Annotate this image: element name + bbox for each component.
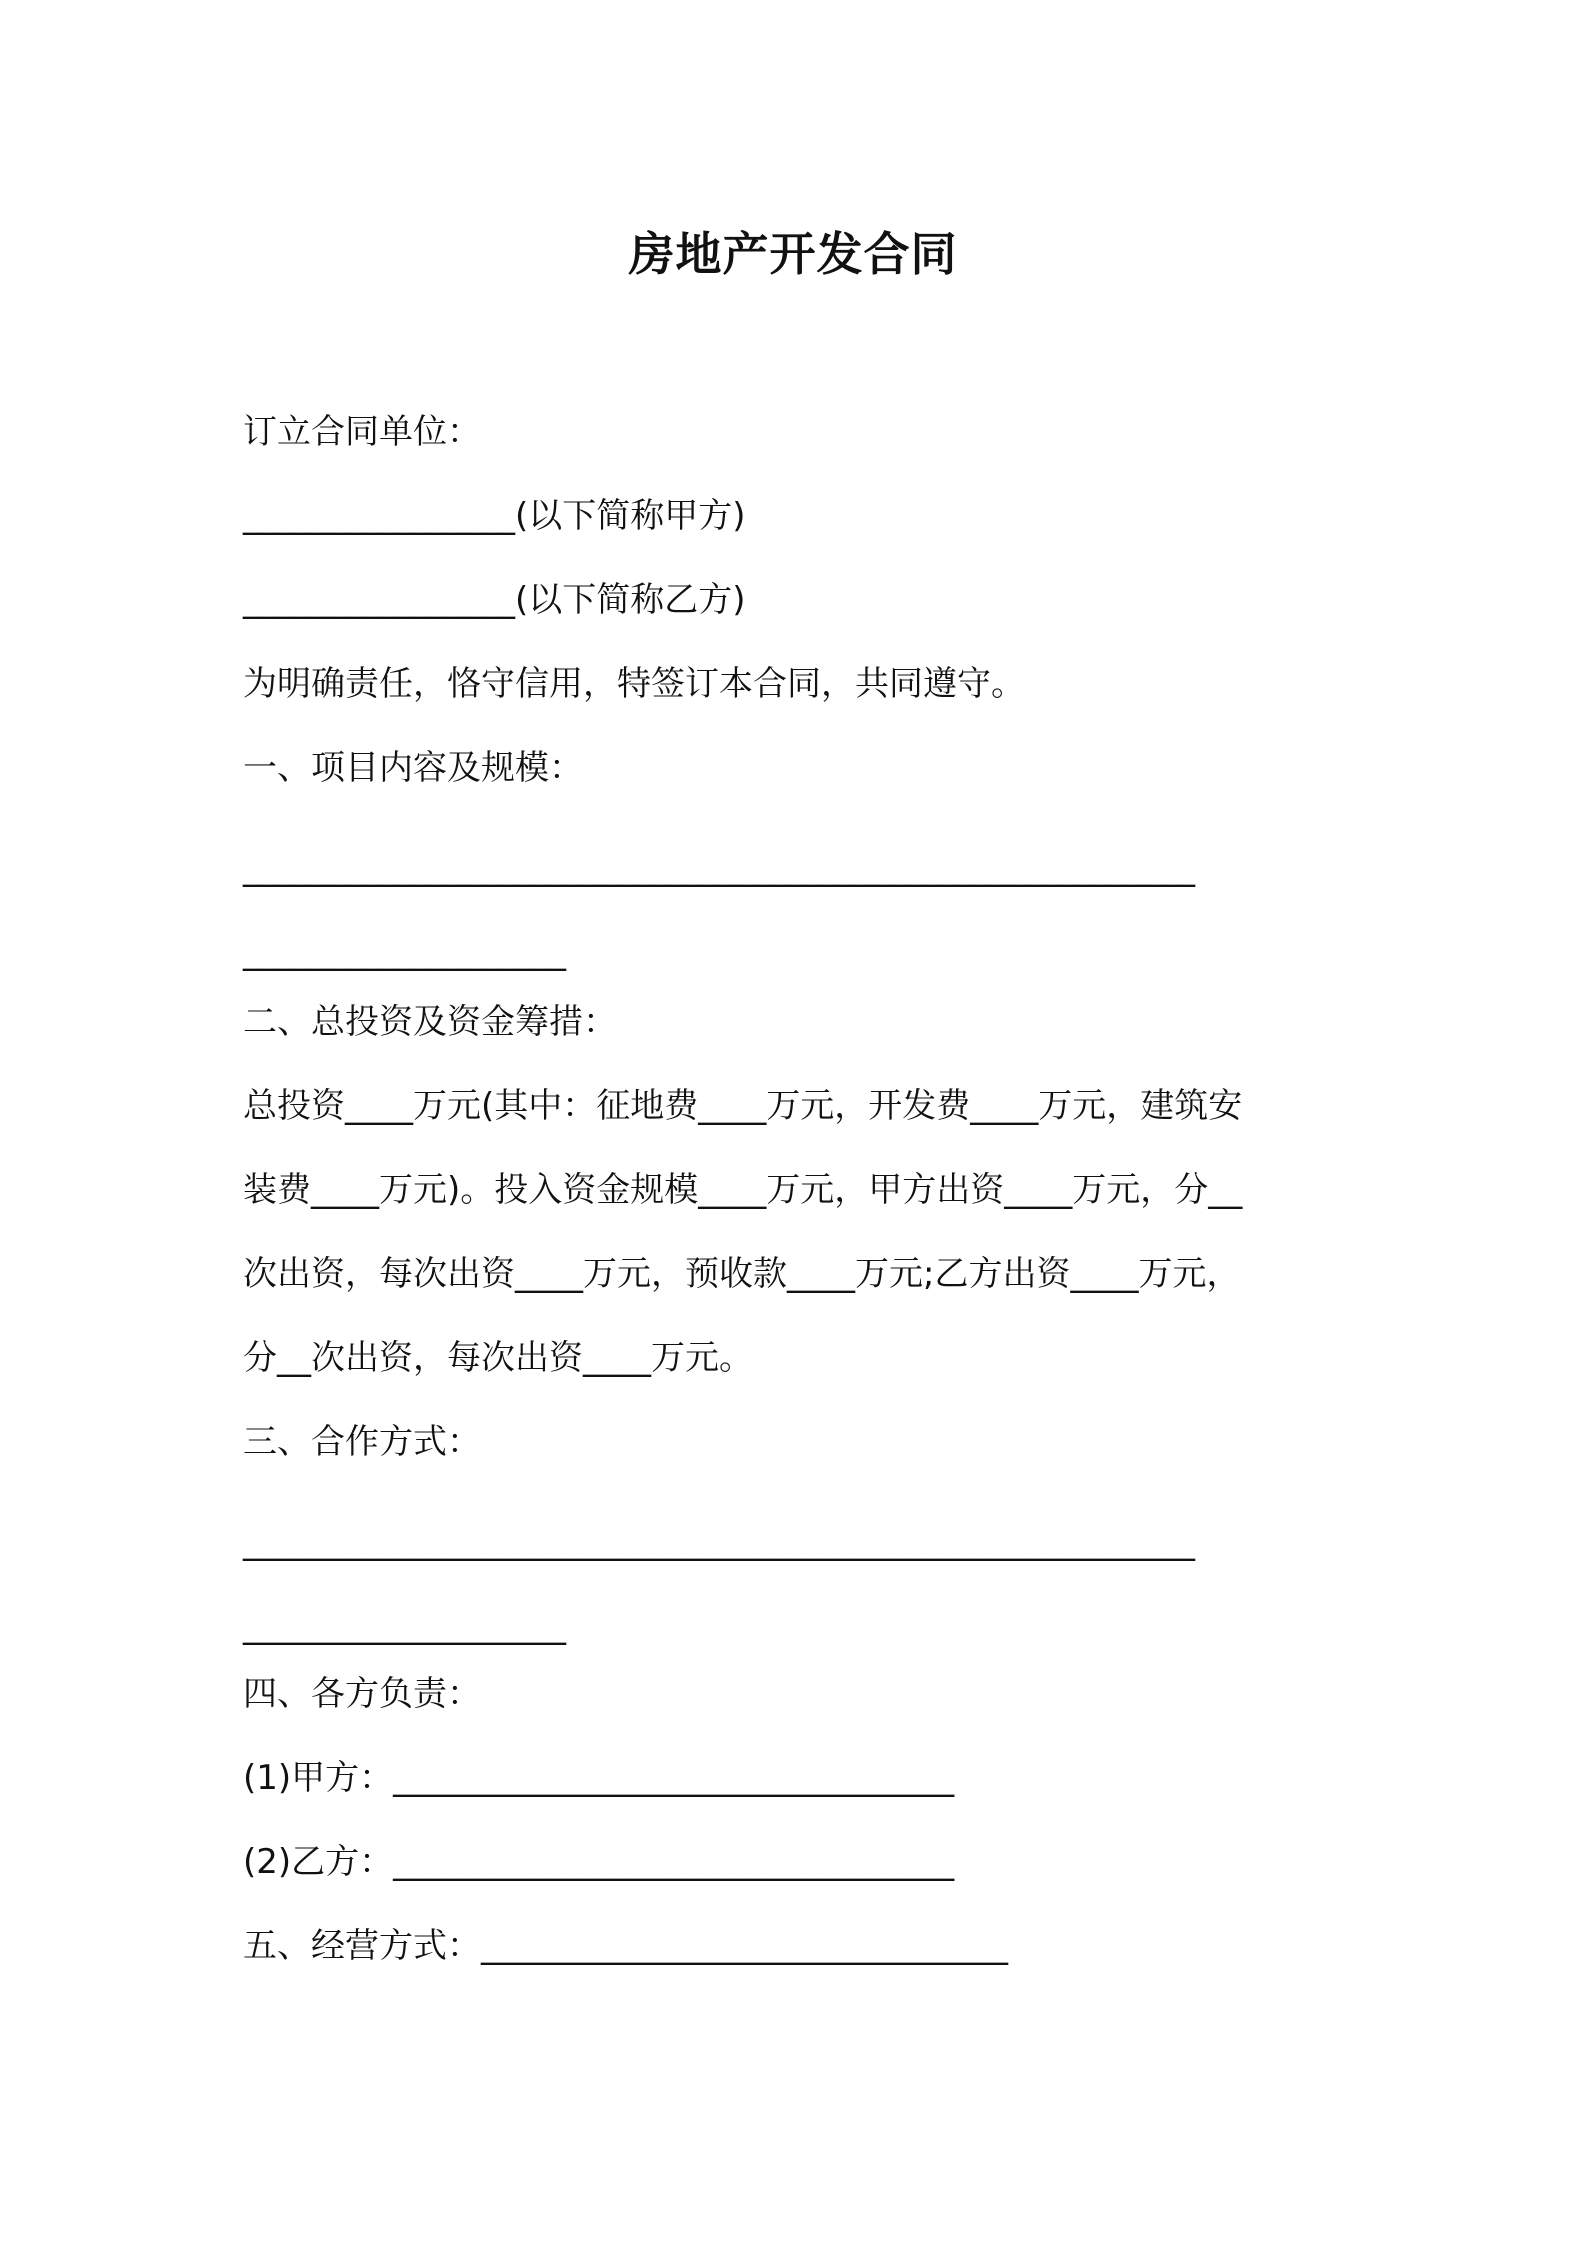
section-1-blank-line: ________________________________________________________ bbox=[243, 848, 1195, 888]
section-2-paragraph-line: 装费____万元)。投入资金规模____万元，甲方出资____万元，分__ bbox=[243, 1170, 1243, 1210]
party-b-responsibility-line: (2)乙方：_________________________________ bbox=[243, 1842, 955, 1882]
section-4-heading: 四、各方负责： bbox=[243, 1674, 481, 1714]
party-b-line: ________________(以下简称乙方) bbox=[243, 580, 746, 620]
section-3-heading: 三、合作方式： bbox=[243, 1422, 481, 1462]
section-3-blank-line-short: ___________________ bbox=[243, 1606, 566, 1646]
section-2-paragraph-line: 分__次出资，每次出资____万元。 bbox=[243, 1338, 753, 1378]
section-1-blank-line-short: ___________________ bbox=[243, 932, 566, 972]
preamble-text: 为明确责任，恪守信用，特签订本合同，共同遵守。 bbox=[243, 664, 1025, 704]
section-2-paragraph-line: 总投资____万元(其中：征地费____万元，开发费____万元，建筑安 bbox=[243, 1086, 1243, 1126]
section-2-heading: 二、总投资及资金筹措： bbox=[243, 1002, 617, 1042]
section-1-heading: 一、项目内容及规模： bbox=[243, 748, 583, 788]
section-2-paragraph-line: 次出资，每次出资____万元，预收款____万元;乙方出资____万元， bbox=[243, 1254, 1241, 1294]
section-3-blank-line: ________________________________________________________ bbox=[243, 1522, 1195, 1562]
contracting-parties-label: 订立合同单位： bbox=[243, 412, 481, 452]
page-title: 房地产开发合同 bbox=[628, 227, 958, 281]
party-a-line: ________________(以下简称甲方) bbox=[243, 496, 746, 536]
section-5-line: 五、经营方式：_______________________________ bbox=[243, 1926, 1008, 1966]
party-a-responsibility-line: (1)甲方：_________________________________ bbox=[243, 1758, 955, 1798]
